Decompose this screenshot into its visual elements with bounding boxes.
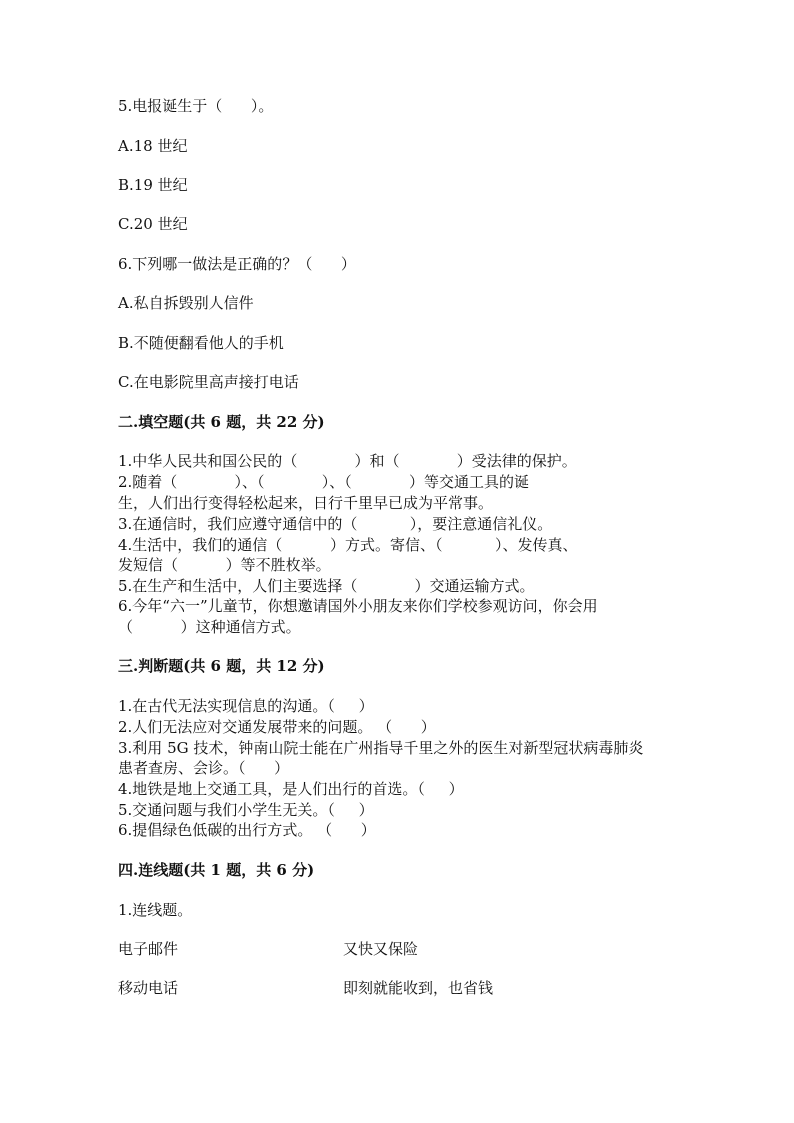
section-3-line: 患者查房、会诊。（ ） xyxy=(118,759,290,777)
section-2-line: 6.今年“六一”儿童节，你想邀请国外小朋友来你们学校参观访问，你会用 xyxy=(118,597,598,615)
question-6-option-b: B.不随便翻看他人的手机 xyxy=(118,334,284,352)
section-3-line: 3.利用 5G 技术，钟南山院士能在广州指导千里之外的医生对新型冠状病毒肺炎 xyxy=(118,739,644,757)
question-6-stem: 6.下列哪一做法是正确的？（ ） xyxy=(118,255,356,273)
section-2-line: （ ）这种通信方式。 xyxy=(118,618,301,636)
match-right-item: 即刻就能收到，也省钱 xyxy=(343,979,494,997)
section-3-line: 6.提倡绿色低碳的出行方式。 （ ） xyxy=(118,821,376,839)
section-4-title: 四.连线题(共 1 题，共 6 分) xyxy=(118,861,315,879)
section-4-question-1: 1.连线题。 xyxy=(118,901,193,919)
section-3-line: 1.在古代无法实现信息的沟通。（ ） xyxy=(118,697,374,715)
section-3-line: 4.地铁是地上交通工具，是人们出行的首选。（ ） xyxy=(118,780,464,798)
question-6-option-a: A.私自拆毁别人信件 xyxy=(118,294,254,312)
section-2-line: 3.在通信时，我们应遵守通信中的（ ），要注意通信礼仪。 xyxy=(118,515,553,533)
section-2-title: 二.填空题(共 6 题，共 22 分) xyxy=(118,413,325,431)
match-left-item: 移动电话 xyxy=(118,979,179,997)
match-right-item: 又快又保险 xyxy=(343,940,419,958)
question-5-option-c: C.20 世纪 xyxy=(118,215,188,233)
section-2-line: 1.中华人民共和国公民的（ ）和（ ）受法律的保护。 xyxy=(118,452,577,470)
match-left-item: 电子邮件 xyxy=(118,940,179,958)
question-6-option-c: C.在电影院里高声接打电话 xyxy=(118,373,299,391)
section-2-line: 4.生活中，我们的通信（ ）方式。寄信、（ ）、发传真、 xyxy=(118,536,578,554)
section-2-line: 生，人们出行变得轻松起来，日行千里早已成为平常事。 xyxy=(118,494,494,512)
question-5-option-a: A.18 世纪 xyxy=(118,137,188,155)
section-3-title: 三.判断题(共 6 题，共 12 分) xyxy=(118,657,325,675)
section-2-line: 2.随着（ ）、（ ）、（ ）等交通工具的诞 xyxy=(118,473,529,491)
question-5-stem: 5.电报诞生于（ ）。 xyxy=(118,97,274,115)
section-3-line: 5.交通问题与我们小学生无关。（ ） xyxy=(118,801,374,819)
section-2-line: 5.在生产和生活中，人们主要选择（ ）交通运输方式。 xyxy=(118,577,535,595)
question-5-option-b: B.19 世纪 xyxy=(118,176,188,194)
section-2-line: 发短信（ ）等不胜枚举。 xyxy=(118,556,331,574)
section-3-line: 2.人们无法应对交通发展带来的问题。 （ ） xyxy=(118,718,436,736)
